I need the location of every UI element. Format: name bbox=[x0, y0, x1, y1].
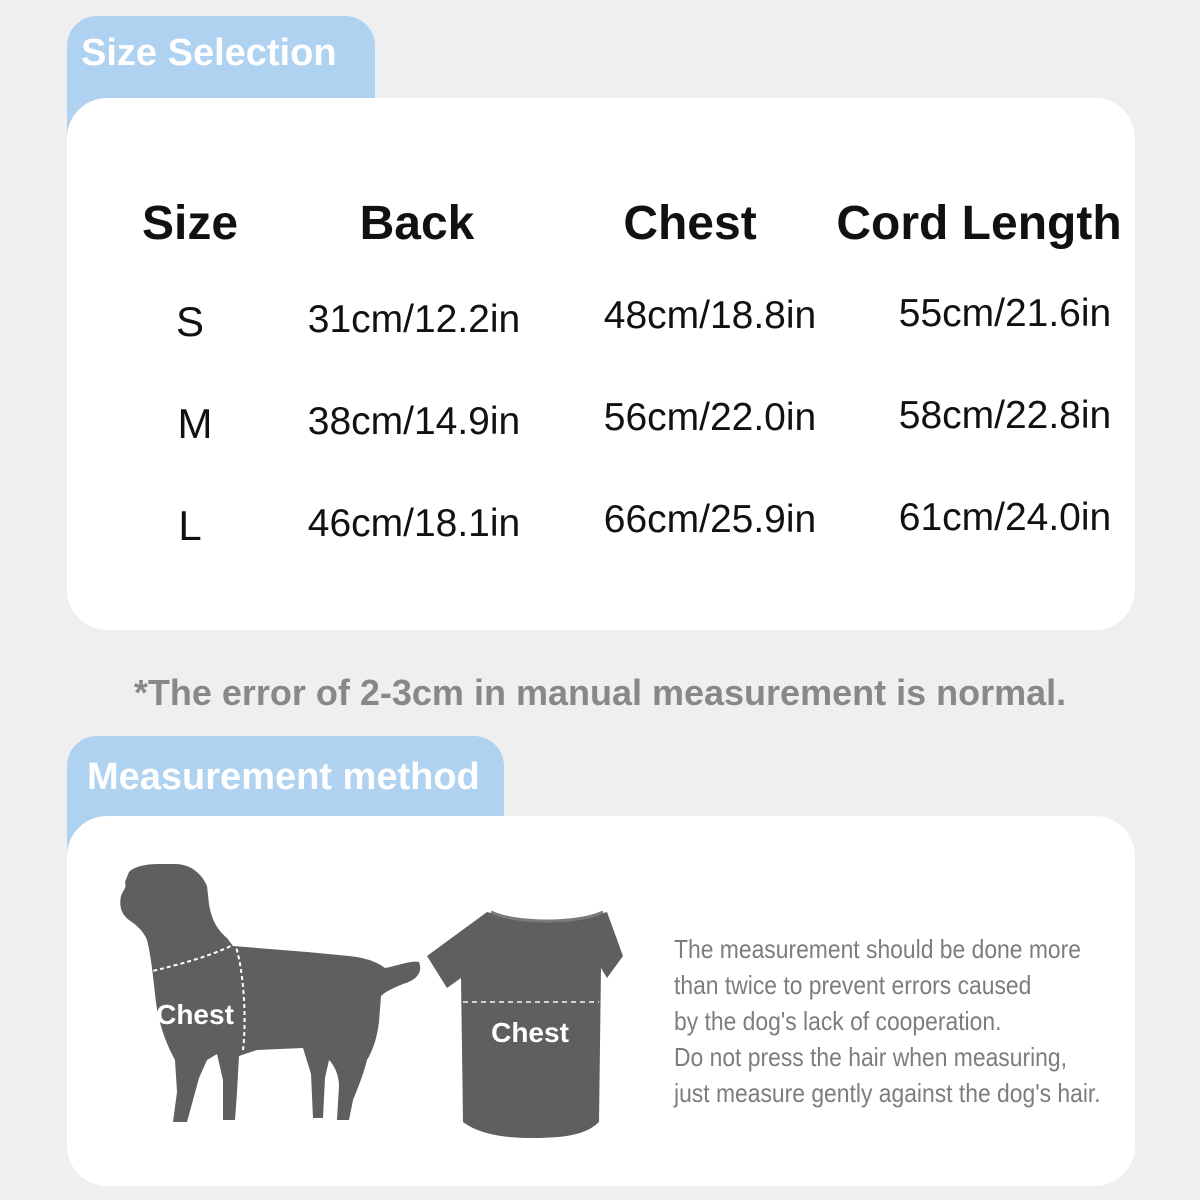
header-chest: Chest bbox=[623, 197, 757, 250]
header-size: Size bbox=[141, 197, 239, 250]
header-cord-length: Cord Length bbox=[836, 197, 1122, 250]
row-l-size: L bbox=[178, 502, 202, 549]
row-s-cord: 55cm/21.6in bbox=[898, 292, 1112, 335]
description-line: Do not press the hair when measuring, bbox=[674, 1042, 1067, 1072]
row-s-back: 31cm/12.2in bbox=[307, 298, 521, 341]
size-table-card bbox=[67, 98, 1135, 630]
row-m-back: 38cm/14.9in bbox=[307, 400, 521, 443]
header-back: Back bbox=[359, 197, 475, 250]
row-s-size: S bbox=[175, 298, 205, 345]
measurement-method-card bbox=[67, 816, 1135, 1186]
description-line: The measurement should be done more bbox=[674, 934, 1081, 964]
measurement-method-title: Measurement method bbox=[87, 756, 480, 798]
description-line: than twice to prevent errors caused bbox=[674, 970, 1032, 1000]
row-l-back: 46cm/18.1in bbox=[307, 502, 521, 545]
dog-chest-label: Chest bbox=[156, 999, 234, 1030]
measurement-description bbox=[674, 931, 1101, 1111]
size-selection-title: Size Selection bbox=[81, 32, 337, 74]
row-m-chest: 56cm/22.0in bbox=[603, 396, 817, 439]
row-l-chest: 66cm/25.9in bbox=[603, 498, 817, 541]
row-l-cord: 61cm/24.0in bbox=[898, 496, 1112, 539]
description-line: by the dog's lack of cooperation. bbox=[674, 1006, 1002, 1036]
description-line: just measure gently against the dog's hair. bbox=[674, 1078, 1101, 1108]
shirt-chest-label: Chest bbox=[491, 1017, 569, 1048]
row-s-chest: 48cm/18.8in bbox=[603, 294, 817, 337]
row-m-cord: 58cm/22.8in bbox=[898, 394, 1112, 437]
measurement-error-note: *The error of 2-3cm in manual measurement is normal. bbox=[133, 672, 1067, 713]
dog-silhouette-icon bbox=[120, 864, 420, 1122]
row-m-size: M bbox=[177, 400, 213, 447]
